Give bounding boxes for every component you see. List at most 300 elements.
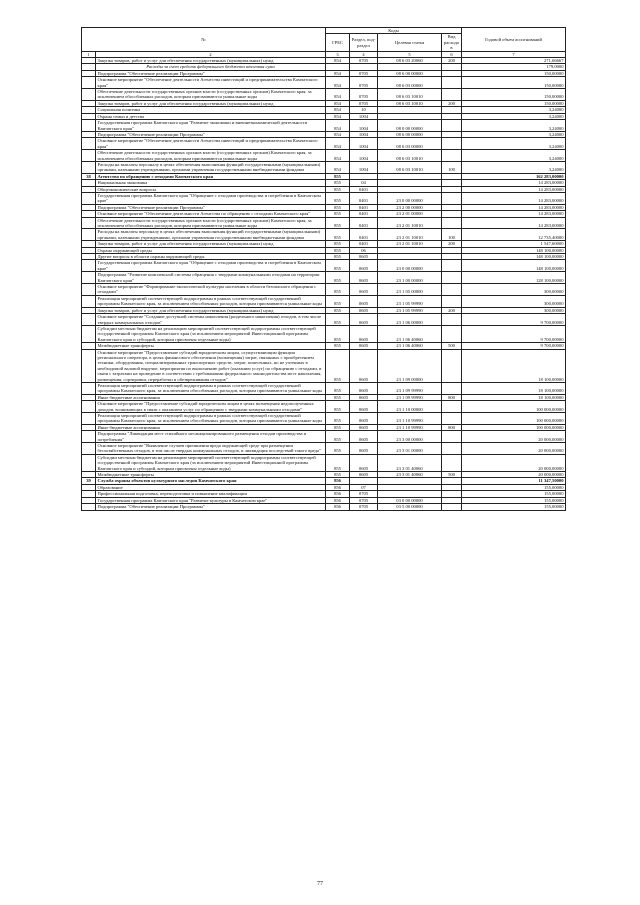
row-name: Межбюджетные трансферты bbox=[96, 472, 326, 478]
col-header-annual-sum: Годовой объем ассигнований bbox=[462, 28, 566, 52]
row-grbs: 855 bbox=[326, 254, 350, 260]
row-grbs: 855 bbox=[326, 272, 350, 284]
row-article: 03 5 00 00000 bbox=[378, 504, 442, 510]
row-section: 0605 bbox=[350, 307, 378, 313]
row-article: 23 1 05 00000 bbox=[378, 284, 442, 296]
row-section: 0605 bbox=[350, 454, 378, 471]
row-grbs: 854 bbox=[326, 138, 350, 150]
row-sum: 14 283,00000 bbox=[462, 204, 566, 210]
row-section: 1004 bbox=[350, 131, 378, 137]
row-grbs: 855 bbox=[326, 229, 350, 241]
page-number: 77 bbox=[317, 881, 323, 887]
row-name: Подпрограмма "Обеспечение реализации Программы" bbox=[96, 504, 326, 510]
row-grbs: 855 bbox=[326, 173, 350, 179]
row-sum: 148 100,00000 bbox=[462, 247, 566, 253]
row-expense-type: 100 bbox=[442, 229, 462, 241]
table-row bbox=[82, 284, 566, 296]
row-name: Государственная программа Камчатского края "Обращение с отходами производства и потребления в Камчатском крае" bbox=[96, 192, 326, 204]
row-grbs: 855 bbox=[326, 247, 350, 253]
row-section: 0605 bbox=[350, 424, 378, 430]
row-sum: 14 283,00000 bbox=[462, 186, 566, 192]
row-article: 23 1 00 00000 bbox=[378, 272, 442, 284]
row-expense-type bbox=[442, 504, 462, 510]
row-expense-type bbox=[442, 382, 462, 394]
row-grbs: 855 bbox=[326, 260, 350, 272]
table-row bbox=[82, 150, 566, 162]
row-name: Основное мероприятие "Обеспечение деятельности Агентства инвестиций и предпринимательства Камчатского края" bbox=[96, 77, 326, 89]
row-number bbox=[82, 120, 96, 132]
row-grbs: 855 bbox=[326, 349, 350, 382]
row-section: 0605 bbox=[350, 394, 378, 400]
row-expense-type: 200 bbox=[442, 58, 462, 64]
row-grbs: 855 bbox=[326, 192, 350, 204]
row-name: Реализация мероприятий соответствующей подпрограммы в рамках соответствующей государственной программы Камчатского края, за исключением обособленных расходов, которым присваиваются уникальные коды bbox=[96, 295, 326, 307]
table-row bbox=[82, 161, 566, 173]
row-number bbox=[82, 325, 96, 342]
row-number bbox=[82, 89, 96, 101]
row-sum: 100 000,00000 bbox=[462, 413, 566, 425]
row-section: 0605 bbox=[350, 431, 378, 443]
row-section: 0401 bbox=[350, 186, 378, 192]
row-name: Закупка товаров, работ и услуг для обеспечения государственных (муниципальных) нужд bbox=[96, 100, 326, 106]
row-grbs: 854 bbox=[326, 161, 350, 173]
row-article: 03 0 00 00000 bbox=[378, 497, 442, 503]
row-grbs: 855 bbox=[326, 413, 350, 425]
row-section: 0605 bbox=[350, 272, 378, 284]
row-expense-type bbox=[442, 217, 462, 229]
row-number bbox=[82, 217, 96, 229]
row-number bbox=[82, 284, 96, 296]
table-row bbox=[82, 295, 566, 307]
row-name: Подпрограмма "Обеспечение реализации Программы" bbox=[96, 131, 326, 137]
table-row bbox=[82, 454, 566, 471]
row-section: 0705 bbox=[350, 497, 378, 503]
row-name: Другие вопросы в области охраны окружающей среды bbox=[96, 254, 326, 260]
row-section: 0605 bbox=[350, 401, 378, 413]
row-article: 08 0 00 00000 bbox=[378, 120, 442, 132]
row-expense-type bbox=[442, 431, 462, 443]
header-row-top bbox=[82, 28, 566, 34]
row-name: Государственная программа Камчатского края "Развитие культуры в Камчатском крае" bbox=[96, 497, 326, 503]
row-section: 0401 bbox=[350, 204, 378, 210]
table-row bbox=[82, 325, 566, 342]
row-name: Межбюджетные трансферты bbox=[96, 343, 326, 349]
row-sum: 300,00000 bbox=[462, 284, 566, 296]
row-expense-type bbox=[442, 120, 462, 132]
row-expense-type: 800 bbox=[442, 424, 462, 430]
row-number bbox=[82, 382, 96, 394]
row-number bbox=[82, 349, 96, 382]
row-sum: 14 283,00000 bbox=[462, 211, 566, 217]
row-expense-type bbox=[442, 272, 462, 284]
row-article: 23 1 05 99990 bbox=[378, 307, 442, 313]
row-article: 08 6 03 00000 bbox=[378, 138, 442, 150]
row-article: 23 1 09 00000 bbox=[378, 349, 442, 382]
row-article: 23 2 01 10010 bbox=[378, 229, 442, 241]
row-number bbox=[82, 401, 96, 413]
row-grbs: 854 bbox=[326, 131, 350, 137]
row-article: 23 1 10 99990 bbox=[378, 413, 442, 425]
row-section: 0605 bbox=[350, 314, 378, 326]
row-article: 23 1 10 99990 bbox=[378, 424, 442, 430]
row-number bbox=[82, 192, 96, 204]
row-name: Основное мероприятие "Обеспечение деятельности Агентства инвестиций и предпринимательства Камчатского края" bbox=[96, 138, 326, 150]
row-number bbox=[82, 314, 96, 326]
row-expense-type bbox=[442, 443, 462, 455]
row-expense-type: 800 bbox=[442, 394, 462, 400]
row-expense-type bbox=[442, 349, 462, 382]
row-sum: 155,00000 bbox=[462, 497, 566, 503]
row-sum: 11 347,50000 bbox=[462, 478, 566, 484]
row-grbs: 855 bbox=[326, 443, 350, 455]
row-name: Расходы на выплаты персоналу в целях обеспечения выполнения функций государственными (муниципальными) органами, казенными учреждениями, органами управления государственными внебюджетными фондами bbox=[96, 229, 326, 241]
row-grbs: 855 bbox=[326, 431, 350, 443]
row-section: 1004 bbox=[350, 138, 378, 150]
row-article: 08 6 03 00000 bbox=[378, 77, 442, 89]
row-name: Основное мероприятие "Обеспечение деятельности Агентства по обращению с отходами Камчатского края" bbox=[96, 211, 326, 217]
row-grbs: 854 bbox=[326, 77, 350, 89]
row-article: 23 0 00 00000 bbox=[378, 260, 442, 272]
row-grbs: 855 bbox=[326, 382, 350, 394]
row-grbs: 855 bbox=[326, 472, 350, 478]
row-article: 23 3 01 40060 bbox=[378, 472, 442, 478]
row-expense-type: 100 bbox=[442, 161, 462, 173]
row-article: 23 2 00 00000 bbox=[378, 204, 442, 210]
row-number bbox=[82, 413, 96, 425]
row-grbs: 855 bbox=[326, 241, 350, 247]
row-name: Профессиональная подготовка, переподготовка и повышение квалификации bbox=[96, 491, 326, 497]
row-expense-type: 200 bbox=[442, 100, 462, 106]
row-section: 0705 bbox=[350, 70, 378, 76]
row-grbs: 854 bbox=[326, 100, 350, 106]
row-sum: 100 000,00000 bbox=[462, 401, 566, 413]
row-sum: 128 100,00000 bbox=[462, 272, 566, 284]
row-section: 0605 bbox=[350, 260, 378, 272]
row-number bbox=[82, 260, 96, 272]
budget-allocation-table bbox=[81, 27, 566, 511]
row-section: 0401 bbox=[350, 192, 378, 204]
row-number bbox=[82, 272, 96, 284]
column-number: 5 bbox=[378, 51, 442, 57]
col-header-section: Раздел, под-раздел bbox=[350, 34, 378, 51]
row-grbs: 854 bbox=[326, 120, 350, 132]
row-name: Иные бюджетные ассигнования bbox=[96, 424, 326, 430]
row-section: 0605 bbox=[350, 343, 378, 349]
row-section: 0705 bbox=[350, 77, 378, 89]
row-section: 0605 bbox=[350, 295, 378, 307]
table-row bbox=[82, 382, 566, 394]
row-name: Подпрограмма "Развитие комплексной системы обращения с твердыми коммунальными отходами на территории Камчатского края" bbox=[96, 272, 326, 284]
table-row bbox=[82, 314, 566, 326]
row-name: Закупка товаров, работ и услуг для обеспечения государственных (муниципальных) нужд bbox=[96, 307, 326, 313]
row-number bbox=[82, 161, 96, 173]
row-sum: 20 000,00000 bbox=[462, 454, 566, 471]
row-sum: 9 700,00000 bbox=[462, 343, 566, 349]
row-grbs: 855 bbox=[326, 217, 350, 229]
row-name: Основное мероприятие "Предоставление субсидий юридическим лицам в целях возмещения недополученных доходов, возникающих в связи с оказанием услуг по обращению с твердыми коммунальными отходами" bbox=[96, 401, 326, 413]
row-grbs: 855 bbox=[326, 314, 350, 326]
row-name: Расходы на выплаты персоналу в целях обеспечения выполнения функций государственными (муниципальными) органами, казенными учреждениями, органами управления государственными внебюджетными фондами bbox=[96, 161, 326, 173]
col-header-article: Целевая статья bbox=[378, 34, 442, 51]
row-name: Субсидии местным бюджетам на реализацию мероприятий соответствующей подпрограммы соответствующей государственной программы Камчатского края (за исключением мероприятий Инвестиционной программы Камчатского края и субсидий, которым присвоены отдельные коды) bbox=[96, 454, 326, 471]
row-section: 0605 bbox=[350, 382, 378, 394]
row-name: Подпрограмма "Обеспечение реализации Программы" bbox=[96, 204, 326, 210]
row-section: 0605 bbox=[350, 413, 378, 425]
table-row bbox=[82, 229, 566, 241]
row-article: 23 2 01 00000 bbox=[378, 211, 442, 217]
column-number: 6 bbox=[442, 51, 462, 57]
row-sum: 100 000,00000 bbox=[462, 424, 566, 430]
row-article: 08 6 00 00000 bbox=[378, 70, 442, 76]
column-number: 7 bbox=[462, 51, 566, 57]
row-sum: 9 700,00000 bbox=[462, 314, 566, 326]
row-sum: 14 283,00000 bbox=[462, 180, 566, 186]
column-number: 3 bbox=[326, 51, 350, 57]
row-section: 0705 bbox=[350, 504, 378, 510]
row-name: Агентство по обращению с отходами Камчатского края bbox=[96, 173, 326, 179]
table-row bbox=[82, 120, 566, 132]
row-article: 23 1 06 40060 bbox=[378, 325, 442, 342]
row-sum: 148 100,00000 bbox=[462, 260, 566, 272]
row-grbs: 855 bbox=[326, 424, 350, 430]
row-article: 23 1 09 99990 bbox=[378, 382, 442, 394]
table-row bbox=[82, 443, 566, 455]
row-sum: 18 100,00000 bbox=[462, 382, 566, 394]
row-sum: 3,24000 bbox=[462, 150, 566, 162]
row-article: 23 3 00 00000 bbox=[378, 431, 442, 443]
row-sum: 150,00000 bbox=[462, 100, 566, 106]
row-article: 08 6 03 10010 bbox=[378, 161, 442, 173]
row-sum: 179,0000 bbox=[462, 64, 566, 70]
row-article: 23 3 01 00000 bbox=[378, 443, 442, 455]
row-name: Образование bbox=[96, 484, 326, 490]
row-grbs: 854 bbox=[326, 70, 350, 76]
table-row bbox=[82, 349, 566, 382]
row-grbs: 855 bbox=[326, 343, 350, 349]
row-section: 0605 bbox=[350, 325, 378, 342]
row-sum: 271,66667 bbox=[462, 58, 566, 64]
row-section: 0401 bbox=[350, 211, 378, 217]
row-name: Основное мероприятие "Предоставление субсидий юридическим лицам, осуществляющим функции регионального оператора, в целях финансового обеспечения (возмещения) затрат, связанных с приобретением техники, оборудования, специализированных транспортных средств, затрат, понесенных, но не учтенных в необходимой валовой выручке, мероприятия по выполнению работ (оказанию услуг) по обращению с отходами, в связи с затратами на проведение в соответствии с требованиями федерального законодательства мест накопления, размещения, сортировки, переработки и обезвреживания отходов" bbox=[96, 349, 326, 382]
row-name: Служба охраны объектов культурного наследия Камчатского края bbox=[96, 478, 326, 484]
row-article: 23 1 10 00000 bbox=[378, 401, 442, 413]
row-sum: 150,00000 bbox=[462, 77, 566, 89]
row-sum: 20 000,00000 bbox=[462, 472, 566, 478]
row-name: Субсидии местным бюджетам на реализацию мероприятий соответствующей подпрограммы соответствующей государственной программы Камчатского края (за исключением мероприятий Инвестиционной программы Камчатского края и субсидий, которым присвоены отдельные коды) bbox=[96, 325, 326, 342]
row-expense-type: 200 bbox=[442, 307, 462, 313]
row-section: 0605 bbox=[350, 254, 378, 260]
row-name: Охрана семьи и детства bbox=[96, 113, 326, 119]
row-sum: 162 283,00000 bbox=[462, 173, 566, 179]
row-name: Социальная политика bbox=[96, 107, 326, 113]
table-row bbox=[82, 413, 566, 425]
row-sum: 20 000,00000 bbox=[462, 431, 566, 443]
row-expense-type bbox=[442, 413, 462, 425]
row-section: 0705 bbox=[350, 58, 378, 64]
row-article: 23 1 06 40060 bbox=[378, 343, 442, 349]
row-grbs: 856 bbox=[326, 491, 350, 497]
row-expense-type bbox=[442, 314, 462, 326]
row-sum: 155,00000 bbox=[462, 484, 566, 490]
row-section: 0705 bbox=[350, 89, 378, 101]
row-article: 23 1 09 99990 bbox=[378, 394, 442, 400]
row-name: Закупка товаров, работ и услуг для обеспечения государственных (муниципальных) нужд bbox=[96, 58, 326, 64]
row-article: 08 6 03 20060 bbox=[378, 58, 442, 64]
table-body bbox=[82, 58, 566, 510]
row-section: 0605 bbox=[350, 349, 378, 382]
row-section: 0605 bbox=[350, 443, 378, 455]
column-number: 4 bbox=[350, 51, 378, 57]
row-sum: 3,24000 bbox=[462, 161, 566, 173]
table-row bbox=[82, 272, 566, 284]
row-name: Реализация мероприятий соответствующей подпрограммы в рамках соответствующей государственной программы Камчатского края, за исключением обособленных расходов, которым присваиваются уникальные коды bbox=[96, 413, 326, 425]
row-article: 08 6 03 10010 bbox=[378, 89, 442, 101]
row-sum: 12 735,40000 bbox=[462, 229, 566, 241]
row-section: 0401 bbox=[350, 241, 378, 247]
row-grbs: 855 bbox=[326, 284, 350, 296]
table-row bbox=[82, 138, 566, 150]
table-row bbox=[82, 431, 566, 443]
row-sum: 14 283,00000 bbox=[462, 192, 566, 204]
row-sum: 18 100,00000 bbox=[462, 349, 566, 382]
row-grbs: 855 bbox=[326, 325, 350, 342]
row-grbs: 855 bbox=[326, 180, 350, 186]
row-article: 08 6 03 10010 bbox=[378, 100, 442, 106]
row-sum: 18 100,00000 bbox=[462, 394, 566, 400]
row-grbs: 855 bbox=[326, 394, 350, 400]
row-article: 23 2 01 10010 bbox=[378, 241, 442, 247]
row-sum: 155,00000 bbox=[462, 504, 566, 510]
row-sum: 155,00000 bbox=[462, 491, 566, 497]
col-header-expense-type: Вид расходов bbox=[442, 34, 462, 51]
row-name: Реализация мероприятий соответствующей подпрограммы в рамках соответствующей государственной программы Камчатского края, за исключением обособленных расходов, которым присваиваются уникальные коды bbox=[96, 382, 326, 394]
row-number bbox=[82, 443, 96, 455]
row-sum: 300,00000 bbox=[462, 307, 566, 313]
row-name: Расходы за счет средств федерального бюджета итоговая сума bbox=[96, 64, 326, 70]
row-sum: 3,24000 bbox=[462, 138, 566, 150]
row-expense-type bbox=[442, 77, 462, 89]
row-expense-type bbox=[442, 295, 462, 307]
row-grbs: 855 bbox=[326, 401, 350, 413]
row-name: Обеспечение деятельности государственных органов власти (государственных органов) Камчатского края, за исключением обособленных расходов, которым присваиваются уникальные коды bbox=[96, 89, 326, 101]
row-number bbox=[82, 504, 96, 510]
row-name: Подпрограмма "Обеспечение реализации Программы" bbox=[96, 70, 326, 76]
row-article: 23 1 05 99990 bbox=[378, 295, 442, 307]
row-sum: 1 547,60000 bbox=[462, 241, 566, 247]
row-grbs: 854 bbox=[326, 58, 350, 64]
row-sum: 148 100,00000 bbox=[462, 254, 566, 260]
row-name: Обеспечение деятельности государственных органов власти (государственных органов) Камчатского края, за исключением обособленных расходов, которым присваиваются уникальные коды bbox=[96, 150, 326, 162]
row-section: 0401 bbox=[350, 217, 378, 229]
row-article: 23 3 01 40060 bbox=[378, 454, 442, 471]
row-sum: 3,24000 bbox=[462, 107, 566, 113]
row-number bbox=[82, 77, 96, 89]
row-article: 23 1 06 00000 bbox=[378, 314, 442, 326]
row-grbs: 856 bbox=[326, 478, 350, 484]
row-sum: 300,00000 bbox=[462, 295, 566, 307]
row-name: Основное мероприятие "Выявление случаев причинения вреда окружающей среде при размещении бесхозяйственных отходов, в том числе твердых коммунальных отходов, и ликвидация последствий такого вреда" bbox=[96, 443, 326, 455]
row-sum: 3,24000 bbox=[462, 120, 566, 132]
table-row bbox=[82, 504, 566, 510]
row-name: Основное мероприятие "Создание доступной системы накопления (раздельного накопления) отходов, в том числе твердых коммунальных отходов" bbox=[96, 314, 326, 326]
row-name: Национальная экономика bbox=[96, 180, 326, 186]
row-name: Закупка товаров, работ и услуг для обеспечения государственных (муниципальных) нужд bbox=[96, 241, 326, 247]
row-expense-type: 200 bbox=[442, 241, 462, 247]
row-name: Государственная программа Камчатского края "Развитие экономики и внешнеэкономической деятельности Камчатского края" bbox=[96, 120, 326, 132]
row-grbs: 855 bbox=[326, 204, 350, 210]
column-number: 1 bbox=[82, 51, 96, 57]
row-name: Основное мероприятие "Формирование экологической культуры населения в области безопасного обращения с отходами" bbox=[96, 284, 326, 296]
row-grbs: 855 bbox=[326, 295, 350, 307]
row-sum: 9 700,00000 bbox=[462, 325, 566, 342]
row-section: 10 bbox=[350, 107, 378, 113]
row-grbs: 855 bbox=[326, 454, 350, 471]
row-section: 0605 bbox=[350, 472, 378, 478]
row-section: 1004 bbox=[350, 113, 378, 119]
row-section: 0605 bbox=[350, 284, 378, 296]
row-expense-type bbox=[442, 401, 462, 413]
row-name: Охрана окружающей среды bbox=[96, 247, 326, 253]
row-sum: 150,00000 bbox=[462, 89, 566, 101]
row-section: 0401 bbox=[350, 229, 378, 241]
row-grbs: 856 bbox=[326, 504, 350, 510]
row-sum: 3,24000 bbox=[462, 131, 566, 137]
row-article: 08 6 03 10010 bbox=[378, 150, 442, 162]
row-sum: 20 000,00000 bbox=[462, 443, 566, 455]
row-grbs: 854 bbox=[326, 107, 350, 113]
row-section: 07 bbox=[350, 484, 378, 490]
table-row bbox=[82, 192, 566, 204]
row-sum: 3,24000 bbox=[462, 113, 566, 119]
row-sum: 150,00000 bbox=[462, 70, 566, 76]
row-expense-type bbox=[442, 260, 462, 272]
row-grbs: 854 bbox=[326, 89, 350, 101]
row-number bbox=[82, 138, 96, 150]
row-name: Общеэкономические вопросы bbox=[96, 186, 326, 192]
row-section: 06 bbox=[350, 247, 378, 253]
row-expense-type bbox=[442, 454, 462, 471]
row-section: 04 bbox=[350, 180, 378, 186]
row-article: 08 6 00 00000 bbox=[378, 131, 442, 137]
col-header-codes: Коды bbox=[326, 28, 462, 34]
col-header-grbs: ГРБС bbox=[326, 34, 350, 51]
row-grbs: 855 bbox=[326, 211, 350, 217]
row-sum: 14 283,00000 bbox=[462, 217, 566, 229]
row-expense-type: 500 bbox=[442, 343, 462, 349]
row-expense-type bbox=[442, 138, 462, 150]
row-expense-type bbox=[442, 150, 462, 162]
row-number bbox=[82, 295, 96, 307]
row-grbs: 856 bbox=[326, 497, 350, 503]
row-grbs: 854 bbox=[326, 150, 350, 162]
row-number bbox=[82, 150, 96, 162]
row-expense-type: 500 bbox=[442, 472, 462, 478]
row-article: 23 0 00 00000 bbox=[378, 192, 442, 204]
row-number: 39 bbox=[82, 478, 96, 484]
row-expense-type bbox=[442, 192, 462, 204]
column-number: 2 bbox=[96, 51, 326, 57]
row-number bbox=[82, 431, 96, 443]
row-grbs: 854 bbox=[326, 113, 350, 119]
table-row bbox=[82, 217, 566, 229]
row-section: 1004 bbox=[350, 150, 378, 162]
row-expense-type bbox=[442, 325, 462, 342]
row-grbs: 856 bbox=[326, 484, 350, 490]
row-name: Подпрограмма "Ликвидация мест стихийного несанкционированного размещения отходов производства и потребления" bbox=[96, 431, 326, 443]
row-grbs: 855 bbox=[326, 307, 350, 313]
row-expense-type bbox=[442, 89, 462, 101]
row-expense-type bbox=[442, 284, 462, 296]
